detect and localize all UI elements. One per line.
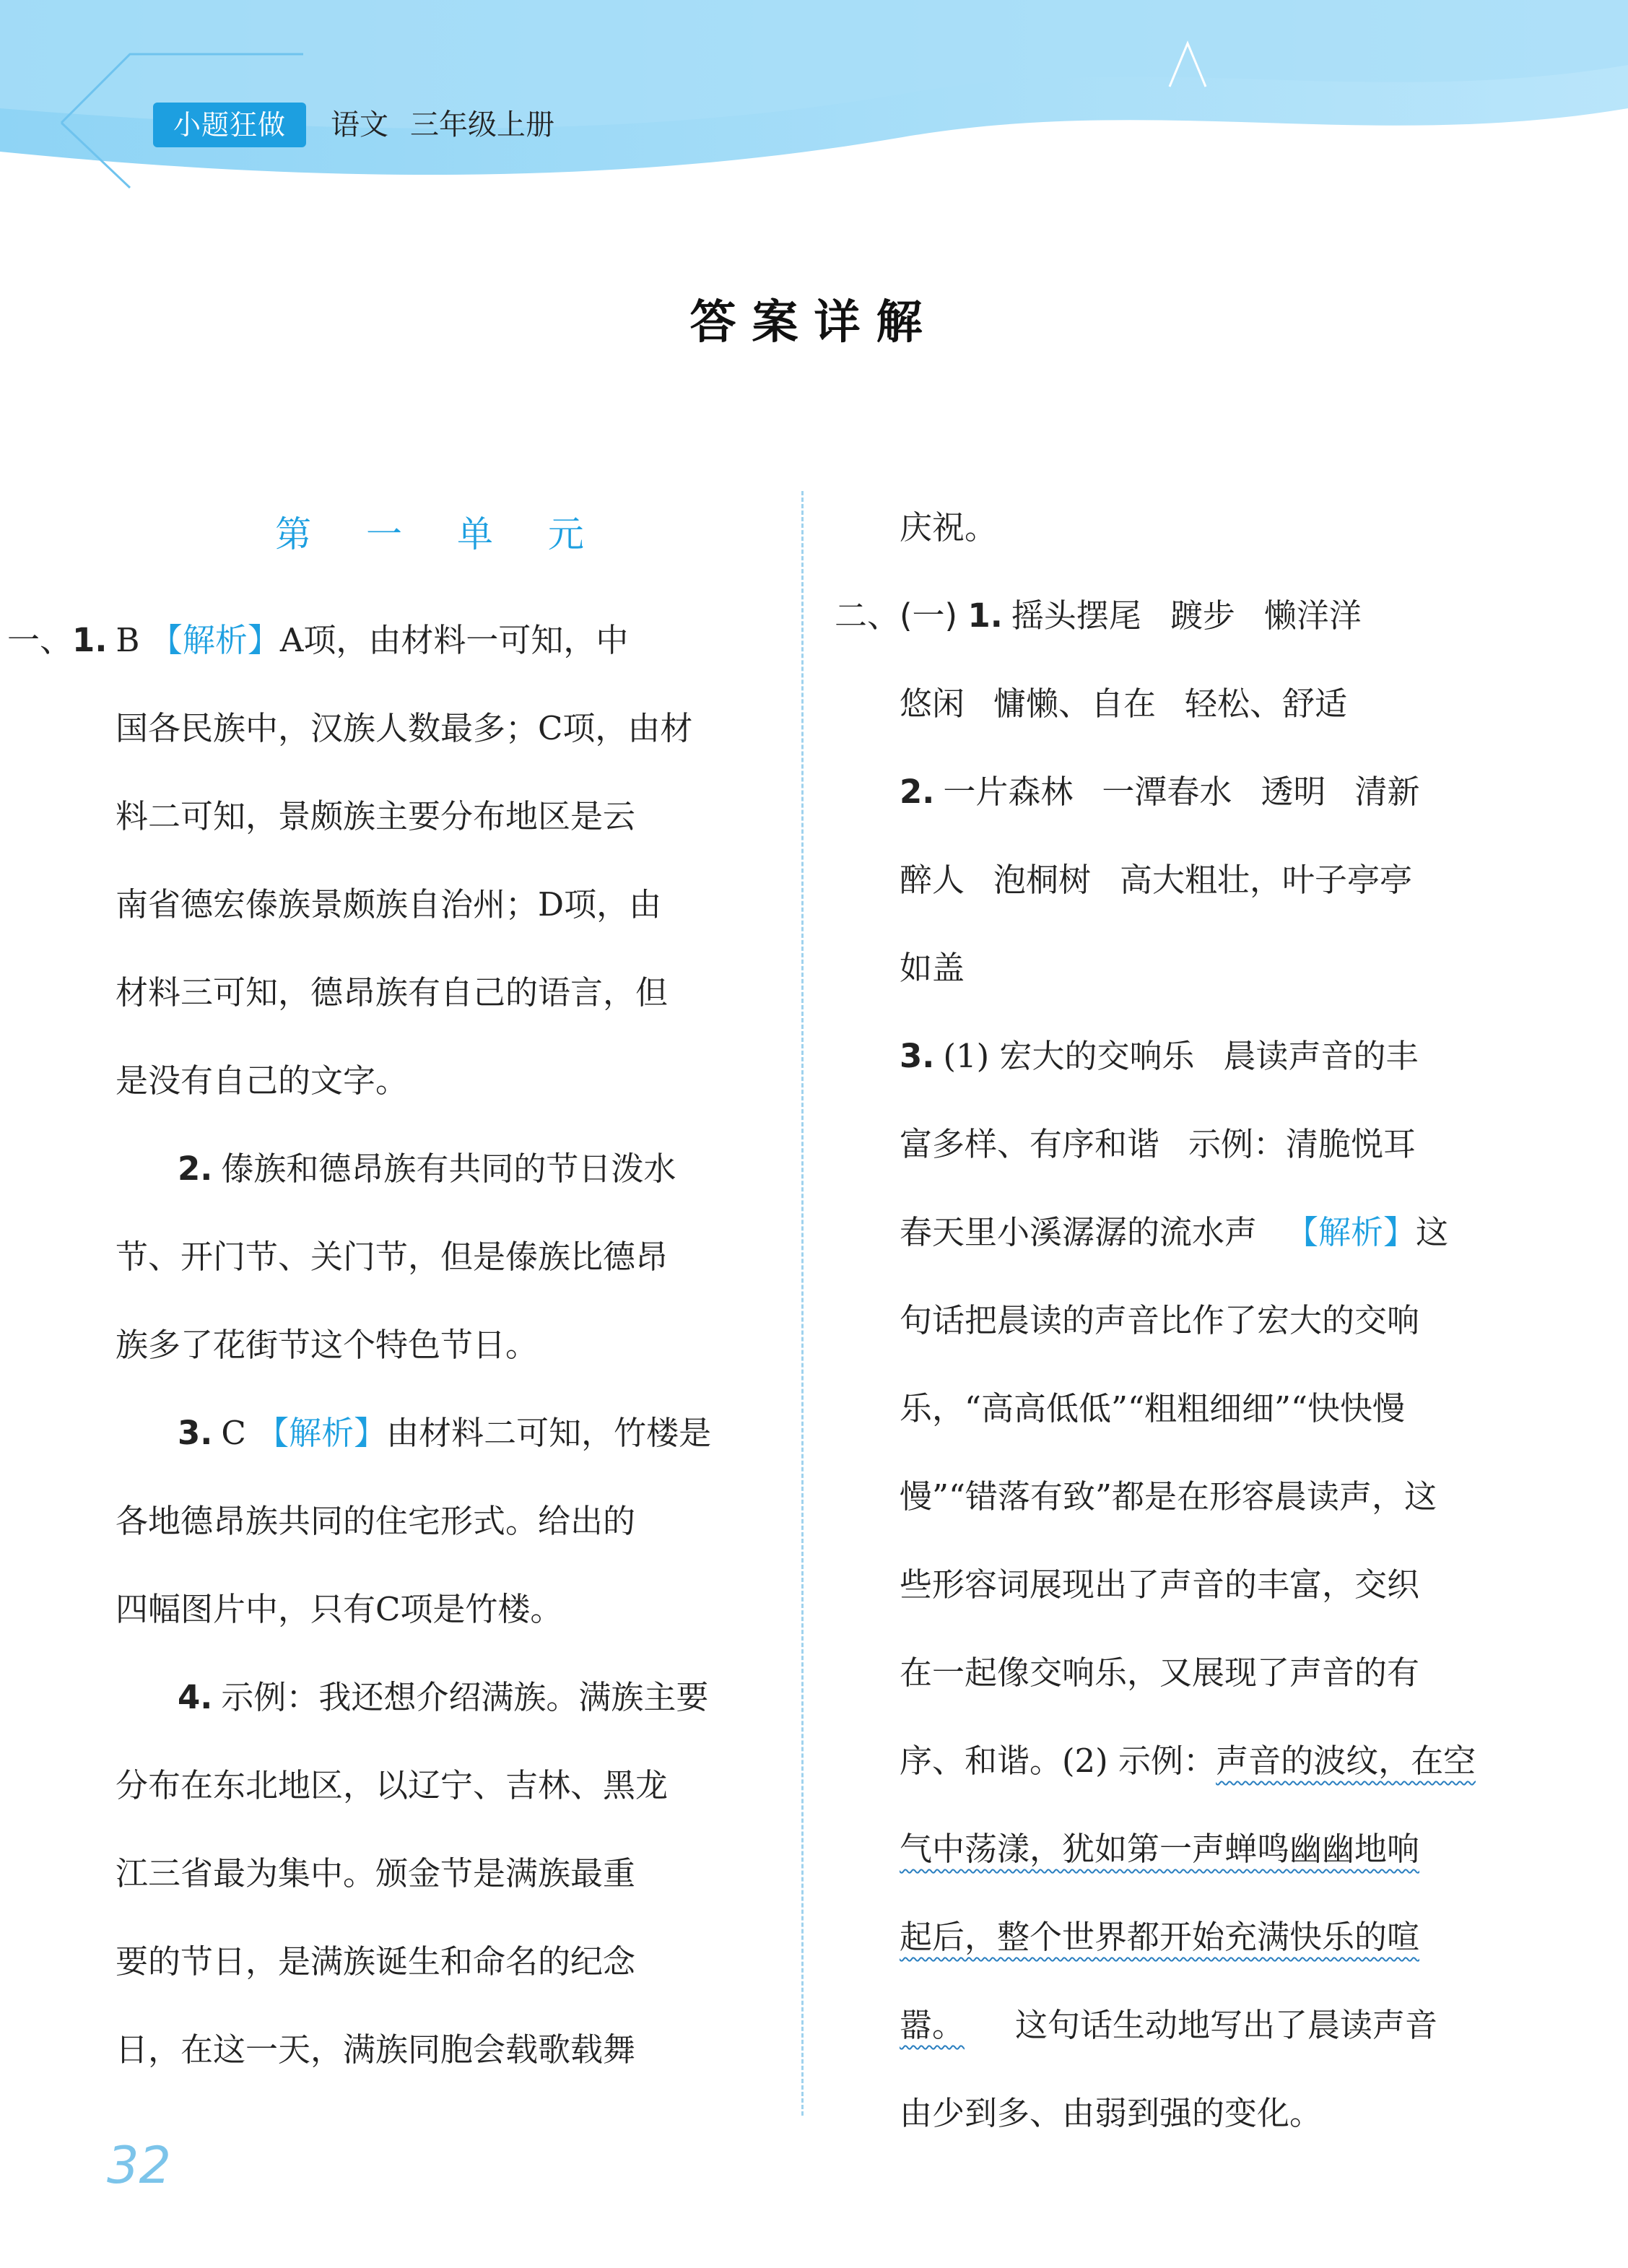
- answer-text: 慵懒、自在: [993, 685, 1157, 723]
- unit-title: 第 一 单 元: [275, 513, 606, 555]
- question-number: 1.: [967, 596, 1003, 635]
- answer-text: 南省德宏傣族景颇族自治州；D项，由: [116, 885, 662, 924]
- question-number: 3.: [900, 1037, 935, 1075]
- answer-item-1-3: [116, 1389, 765, 1654]
- answer-text: 料二可知，景颇族主要分布地区是云: [116, 797, 636, 835]
- series-badge: 小题狂做: [153, 103, 306, 147]
- answer-text: 日，在这一天，满族同胞会载歌载舞: [116, 2030, 636, 2069]
- wavy-underlined-text: 起后，整个世界都开始充满快乐的喧: [900, 1918, 1420, 1956]
- answer-text: 族多了花街节这个特色节日。: [116, 1326, 539, 1364]
- answer-text: 分布在东北地区，以辽宁、吉林、黑龙: [116, 1766, 669, 1804]
- column-divider: [801, 491, 804, 2116]
- answer-text: 乐，“高高低低”“粗粗细细”“快快慢: [900, 1389, 1406, 1428]
- answer-text: 踱步: [1170, 596, 1235, 635]
- answer-text: 国各民族中，汉族人数最多；C项，由材: [116, 709, 693, 747]
- right-column: [837, 484, 1494, 2158]
- answer-text: 些形容词展现出了声音的丰富，交织: [900, 1565, 1420, 1604]
- answer-text: 摇头摆尾: [1011, 596, 1141, 635]
- answer-text: 是没有自己的文字。: [116, 1061, 409, 1100]
- answer-text: 富多样、有序和谐: [900, 1125, 1160, 1163]
- answer-text: 各地德昂族共同的住宅形式。给出的: [116, 1502, 636, 1540]
- answer-text: 透明: [1261, 773, 1326, 811]
- answer-text: 清新: [1354, 773, 1420, 811]
- answer-text: 这句话生动地写出了晨读声音: [1015, 2006, 1438, 2044]
- left-column: [7, 484, 765, 2094]
- wavy-underlined-text: 嚣。: [900, 2006, 965, 2044]
- question-number: 2.: [900, 773, 935, 811]
- answer-text: 醉人: [900, 861, 965, 899]
- answer-text: 由少到多、由弱到强的变化。: [900, 2094, 1323, 2132]
- answer-text: 示例：清脆悦耳: [1188, 1125, 1416, 1163]
- wavy-underlined-text: 气中荡漾，犹如第一声蝉鸣幽幽地响: [900, 1830, 1420, 1868]
- answer-item-2-2: [837, 748, 1494, 1012]
- answer-item-2-1: [837, 572, 1494, 748]
- answer-text: 悠闲: [900, 685, 965, 723]
- answer-text: 慢”“错落有致”都是在形容晨读声，这: [900, 1477, 1437, 1516]
- analysis-tag: 【解析】: [256, 1414, 387, 1452]
- answer-text: 如盖: [900, 949, 965, 987]
- answer-text: 晨读声音的丰: [1223, 1037, 1419, 1075]
- answer-text: 四幅图片中，只有C项是竹楼。: [116, 1590, 563, 1628]
- header-subject-grade: [331, 103, 576, 147]
- answer-text: 句话把晨读的声音比作了宏大的交响: [900, 1301, 1420, 1339]
- grade-label: 三年级上册: [410, 108, 554, 142]
- page-title: 答案详解: [689, 295, 939, 349]
- subject-label: 语文: [331, 108, 388, 142]
- answer-text: 高大粗壮，叶子亭亭: [1120, 861, 1413, 899]
- answer-item-1-4: [116, 1654, 765, 2094]
- section-label-2: 二、(一): [835, 596, 958, 635]
- answer-text: 泡桐树: [993, 861, 1092, 899]
- answer-text: 序、和谐。(2) 示例：: [900, 1742, 1216, 1780]
- answer-text: A项，由材料一可知，中: [279, 621, 629, 659]
- answer-choice: B: [116, 621, 140, 659]
- analysis-tag: 【解析】: [1286, 1213, 1416, 1251]
- answer-text: 材料三可知，德昂族有自己的语言，但: [116, 973, 669, 1012]
- answer-text: 庆祝。: [900, 508, 998, 547]
- answer-item-2-3: [837, 1012, 1494, 2158]
- answer-text: 由材料二可知，竹楼是: [386, 1414, 712, 1452]
- answer-text: (1) 宏大的交响乐: [943, 1037, 1195, 1075]
- question-number: 3.: [178, 1414, 213, 1452]
- answer-choice: C: [221, 1414, 246, 1452]
- section-label-1: 一、: [7, 621, 73, 659]
- answer-text: 轻松、舒适: [1185, 685, 1348, 723]
- question-number: 2.: [178, 1150, 213, 1188]
- answer-item-1-1: [7, 596, 765, 1125]
- answer-text: 一潭春水: [1102, 773, 1232, 811]
- answer-text: 春天里小溪潺潺的流水声: [900, 1213, 1258, 1251]
- answer-text: 傣族和德昂族有共同的节日泼水: [221, 1150, 676, 1188]
- question-number: 1.: [72, 621, 108, 659]
- continuation-text: [837, 484, 1494, 572]
- answer-text: 示例：我还想介绍满族。满族主要: [221, 1678, 709, 1716]
- page-number: 32: [107, 2136, 172, 2195]
- answer-text: 节、开门节、关门节，但是傣族比德昂: [116, 1238, 669, 1276]
- answer-text: 要的节日，是满族诞生和命名的纪念: [116, 1942, 636, 1981]
- answer-text: 这: [1416, 1213, 1449, 1251]
- answer-text: 一片森林: [943, 773, 1074, 811]
- answer-text: 懒洋洋: [1263, 596, 1362, 635]
- wavy-underlined-text: 声音的波纹，在空: [1216, 1742, 1476, 1780]
- answer-item-1-2: [116, 1125, 765, 1389]
- analysis-tag: 【解析】: [149, 621, 280, 659]
- answer-text: 江三省最为集中。颁金节是满族最重: [116, 1854, 636, 1893]
- question-number: 4.: [178, 1678, 213, 1716]
- answer-text: 在一起像交响乐，又展现了声音的有: [900, 1654, 1420, 1692]
